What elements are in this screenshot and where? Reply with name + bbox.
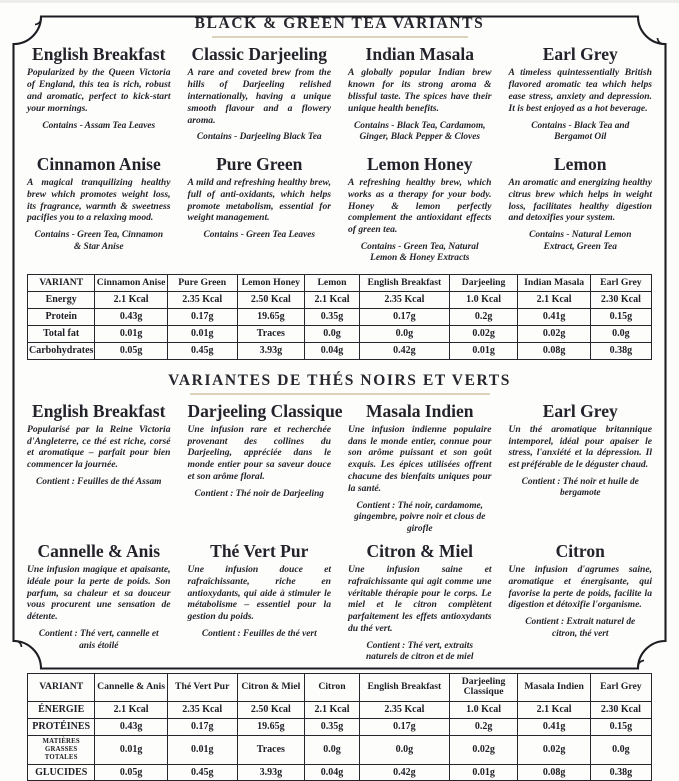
- row-label: Energy: [28, 292, 95, 309]
- tea-grid-french-row1: [27, 401, 652, 535]
- tea-description: Popularisé par la Reine Victoria d'Angleterre, ce thé est riche, corsé et aromatique – parfait pour bien commencer la journée.: [27, 423, 171, 471]
- tea-name: Citron & Miel: [366, 540, 474, 561]
- tea-ingredients: Contient : Extrait naturel de citron, thé vert: [525, 617, 636, 639]
- tea-name: Classic Darjeeling: [191, 44, 328, 64]
- tea-card: [187, 400, 343, 535]
- tea-description: Une infusion indienne populaire dans le monde entier, connue pour son arôme puissant et son goût exquis. Les épices utilisées offrent chacune des bienfaits uniques pour la santé.: [348, 423, 492, 495]
- tea-description: A magical tranquilizing healthy brew which promotes weight loss, its fragrance, warmth & sweetness pacifies you to a relaxing mood.: [27, 176, 171, 224]
- table-cell: 2.35 Kcal: [359, 702, 449, 719]
- table-cell: 2.1 Kcal: [95, 702, 167, 719]
- tea-ingredients: Contient : Feuilles de thé vert: [201, 629, 317, 640]
- row-label: PROTÉINES: [28, 718, 95, 735]
- section-title-english: BLACK & GREEN TEA VARIANTS: [194, 15, 485, 32]
- column-header: Pure Green: [167, 274, 237, 292]
- section-french: [27, 372, 652, 781]
- tea-name: Citron: [555, 540, 605, 561]
- tea-card: [27, 44, 171, 144]
- table-cell: 0.35g: [305, 309, 360, 326]
- tea-description: A mild and refreshing healthy brew, full of anti-oxidants, which helps promote metabolism, essential for weight management.: [187, 176, 331, 224]
- column-header: Cinnamon Anise: [95, 274, 167, 292]
- table-cell: 0.42g: [359, 764, 449, 781]
- table-cell: 0.01g: [167, 326, 237, 343]
- table-cell: 0.0g: [590, 735, 651, 764]
- tea-ingredients: Contient : Feuilles de thé Assam: [36, 477, 162, 488]
- label-content: [0, 3, 679, 778]
- table-row: [28, 735, 652, 764]
- table-cell: 0.01g: [449, 764, 518, 781]
- tea-ingredients: Contains - Green Tea Leaves: [203, 230, 316, 241]
- tea-card: [348, 44, 492, 144]
- tea-description: Une infusion d'agrumes saine, aromatique et énergisante, qui favorise la perte de poids, facilite la digestion et détoxifie l'organisme.: [508, 563, 652, 611]
- table-cell: 0.45g: [167, 764, 237, 781]
- column-header: English Breakfast: [359, 274, 449, 292]
- table-cell: 0.17g: [167, 718, 237, 735]
- tea-description: Une infusion rare et recherchée provenant des collines du Darjeeling, appréciée dans le monde entier pour sa saveur douce et son arôme floral.: [187, 423, 331, 483]
- table-cell: 1.0 Kcal: [449, 292, 518, 309]
- table-cell: Traces: [237, 735, 304, 764]
- table-cell: 0.41g: [518, 718, 590, 735]
- section-title-french: VARIANTES DE THÉS NOIRS ET VERTS: [168, 371, 511, 389]
- table-cell: 2.1 Kcal: [305, 292, 360, 309]
- table-cell: 0.02g: [449, 735, 518, 764]
- table-cell: 0.45g: [167, 342, 237, 359]
- nutrition-table-english: [27, 274, 652, 360]
- tea-name: Cinnamon Anise: [36, 153, 161, 174]
- table-cell: 0.02g: [449, 326, 518, 343]
- table-cell: 0.41g: [518, 309, 590, 326]
- tea-grid-english-row1: [27, 44, 652, 144]
- table-cell: 19.65g: [237, 309, 304, 326]
- tea-card: [27, 401, 171, 535]
- row-label: GLUCIDES: [28, 764, 95, 781]
- table-cell: 19.65g: [237, 718, 304, 735]
- table-cell: 0.17g: [167, 309, 237, 326]
- tea-card: [509, 541, 653, 664]
- table-cell: 2.1 Kcal: [518, 292, 590, 309]
- tea-description: A rare and coveted brew from the hills of Darjeeling relished internationally, having a unique smooth flavour and a flowery aroma.: [187, 67, 331, 126]
- tea-description: Un thé aromatique britannique intemporel, idéal pour apaiser le stress, l'anxiété et la dépression. Il est préférable de le déguster chaud.: [508, 423, 652, 471]
- tea-name: Earl Grey: [542, 400, 618, 421]
- tea-card: [27, 154, 171, 265]
- table-cell: 0.01g: [95, 326, 167, 343]
- tea-card: [188, 154, 332, 265]
- column-header: English Breakfast: [359, 673, 449, 701]
- table-row: [28, 326, 652, 343]
- tea-name: Darjeeling Classique: [187, 400, 343, 421]
- table-cell: 0.04g: [305, 342, 360, 359]
- table-cell: Traces: [237, 326, 304, 343]
- row-label: Protein: [28, 309, 95, 326]
- table-cell: 0.08g: [518, 342, 590, 359]
- table-cell: 2.50 Kcal: [237, 702, 304, 719]
- tea-card: [188, 541, 332, 664]
- table-cell: 0.38g: [590, 764, 651, 781]
- tea-name: English Breakfast: [32, 44, 166, 64]
- table-cell: 0.43g: [95, 309, 167, 326]
- column-header: Indian Masala: [518, 274, 590, 292]
- column-header: Lemon Honey: [237, 274, 304, 292]
- table-cell: 0.15g: [590, 718, 651, 735]
- table-cell: 0.2g: [449, 718, 518, 735]
- table-cell: 0.01g: [95, 735, 167, 764]
- tea-ingredients: Contains - Black Tea, Cardamom, Ginger, Black Pepper & Cloves: [354, 120, 486, 142]
- table-cell: 0.0g: [305, 326, 360, 343]
- tea-ingredients: Contains - Assam Tea Leaves: [42, 120, 156, 131]
- table-cell: 0.38g: [590, 342, 651, 359]
- tea-card: [509, 44, 653, 144]
- table-cell: 0.17g: [359, 309, 449, 326]
- tea-ingredients: Contains - Black Tea and Bergamot Oil: [531, 120, 630, 142]
- table-cell: 1.0 Kcal: [449, 702, 518, 719]
- table-cell: 0.15g: [590, 309, 651, 326]
- tea-description: Une infusion magique et apaisante, idéale pour la perte de poids. Son parfum, sa chaleur et sa douceur vous procurent une sensation de détente.: [27, 563, 171, 623]
- table-header-row: [28, 673, 652, 701]
- tea-name: Thé Vert Pur: [210, 540, 309, 561]
- table-row: [28, 718, 652, 735]
- table-cell: 2.30 Kcal: [590, 292, 651, 309]
- table-cell: 0.42g: [359, 342, 449, 359]
- column-header: Darjeeling: [449, 274, 518, 292]
- title-underline: [190, 393, 490, 395]
- tea-description: Une infusion saine et rafraîchissante qui agit comme une véritable thérapie pour le corps. Le miel et le citron complètent parfaitement les effets antioxydants du thé vert.: [348, 563, 492, 635]
- tea-name: Lemon: [554, 153, 607, 174]
- table-cell: 0.35g: [305, 718, 360, 735]
- tea-description: Popularized by the Queen Victoria of England, this tea is rich, robust and aromatic, perfect to kick-start your mornings.: [27, 67, 171, 114]
- table-cell: 0.0g: [359, 326, 449, 343]
- table-cell: 0.2g: [449, 309, 518, 326]
- tea-card: [188, 44, 332, 144]
- tea-card: [348, 401, 492, 535]
- tea-ingredients: Contains - Green Tea, Natural Lemon & Honey Extracts: [360, 242, 479, 264]
- table-cell: 2.35 Kcal: [167, 702, 237, 719]
- table-cell: 0.02g: [518, 735, 590, 764]
- table-cell: 0.05g: [95, 342, 167, 359]
- row-label: ÉNERGIE: [28, 702, 95, 719]
- table-cell: 0.04g: [305, 764, 360, 781]
- table-cell: 3.93g: [237, 764, 304, 781]
- table-cell: 2.35 Kcal: [167, 292, 237, 309]
- title-underline: [212, 36, 468, 38]
- tea-ingredients: Contient : Thé noir et huile de bergamote: [521, 477, 639, 499]
- tea-card: [348, 154, 492, 265]
- tea-ingredients: Contient : Thé vert, extraits naturels de citron et de miel: [365, 641, 474, 663]
- tea-description: A globally popular Indian brew known for its strong aroma & blissful taste. The spices have their unique health benefits.: [348, 67, 492, 114]
- column-header: Earl Grey: [590, 673, 651, 701]
- table-cell: 0.08g: [518, 764, 590, 781]
- tea-card: [27, 541, 171, 664]
- table-cell: 0.0g: [590, 326, 651, 343]
- tea-card: [509, 401, 653, 535]
- tea-grid-english-row2: [27, 154, 652, 265]
- tea-description: A refreshing healthy brew, which works as a therapy for your body. Honey & lemon perfectly complement the antioxidant effects of green tea.: [348, 176, 492, 236]
- table-cell: 0.0g: [359, 735, 449, 764]
- table-corner-label: VARIANT: [28, 673, 95, 701]
- column-header: Cannelle & Anis: [95, 673, 167, 701]
- table-row: [28, 309, 652, 326]
- table-cell: 2.1 Kcal: [518, 702, 590, 719]
- table-cell: 0.02g: [518, 326, 590, 343]
- tea-ingredients: Contient : Thé noir, cardamome, gingembre, poivre noir et clous de girofle: [354, 500, 486, 534]
- column-header: Citron: [305, 673, 360, 701]
- column-header: Masala Indien: [518, 673, 590, 701]
- tea-description: Une infusion douce et rafraîchissante, riche en antioxydants, qui aide à stimuler le métabolisme – essentiel pour la gestion du poids.: [187, 563, 331, 623]
- table-row: [28, 764, 652, 781]
- table-cell: 0.01g: [167, 735, 237, 764]
- tea-name: Masala Indien: [366, 400, 474, 421]
- table-cell: 0.0g: [305, 735, 360, 764]
- column-header: Citron & Miel: [237, 673, 304, 701]
- tea-ingredients: Contains - Natural Lemon Extract, Green Tea: [529, 230, 632, 252]
- tea-name: Cannelle & Anis: [37, 540, 161, 561]
- table-row: [28, 292, 652, 309]
- table-cell: 2.50 Kcal: [237, 292, 304, 309]
- nutrition-table-french: [27, 673, 652, 781]
- tea-ingredients: Contient : Thé noir de Darjeeling: [194, 489, 324, 500]
- table-cell: 2.30 Kcal: [590, 702, 651, 719]
- table-cell: 2.1 Kcal: [95, 292, 167, 309]
- tea-name: Pure Green: [216, 153, 303, 174]
- table-cell: 0.17g: [359, 718, 449, 735]
- table-cell: 0.05g: [95, 764, 167, 781]
- table-cell: 3.93g: [237, 342, 304, 359]
- tea-ingredients: Contient : Thé vert, cannelle et anis étoilé: [38, 629, 159, 651]
- column-header: Thé Vert Pur: [167, 673, 237, 701]
- row-label: MATIÈRES GRASSES TOTALES: [28, 735, 95, 764]
- column-header: Darjeeling Classique: [449, 673, 518, 701]
- tea-ingredients: Contains - Green Tea, Cinnamon & Star Anise: [34, 230, 164, 252]
- tea-card: [348, 541, 492, 664]
- table-cell: 0.43g: [95, 718, 167, 735]
- tea-description: A timeless quintessentially British flavored aromatic tea which helps ease stress, anxiety and depression. It is best enjoyed as a hot beverage.: [508, 67, 652, 114]
- table-corner-label: VARIANT: [28, 274, 95, 292]
- column-header: Lemon: [305, 274, 360, 292]
- row-label: Carbohydrates: [28, 342, 95, 359]
- table-cell: 0.01g: [449, 342, 518, 359]
- tea-ingredients: Contains - Darjeeling Black Tea: [196, 132, 322, 143]
- column-header: Earl Grey: [590, 274, 651, 292]
- tea-name: English Breakfast: [32, 400, 166, 421]
- table-row: [28, 342, 652, 359]
- section-english: [27, 15, 652, 360]
- table-header-row: [28, 274, 652, 292]
- tea-description: An aromatic and energizing healthy citrus brew which helps in weight loss, facilitates healthy digestion and detoxifies your system.: [508, 176, 652, 224]
- table-cell: 2.1 Kcal: [305, 702, 360, 719]
- tea-name: Lemon Honey: [367, 153, 473, 174]
- table-row: [28, 702, 652, 719]
- row-label: Total fat: [28, 326, 95, 343]
- tea-name: Indian Masala: [365, 44, 474, 64]
- tea-card: [509, 154, 653, 265]
- tea-name: Earl Grey: [542, 44, 618, 64]
- table-cell: 2.35 Kcal: [359, 292, 449, 309]
- tea-grid-french-row2: [27, 541, 652, 664]
